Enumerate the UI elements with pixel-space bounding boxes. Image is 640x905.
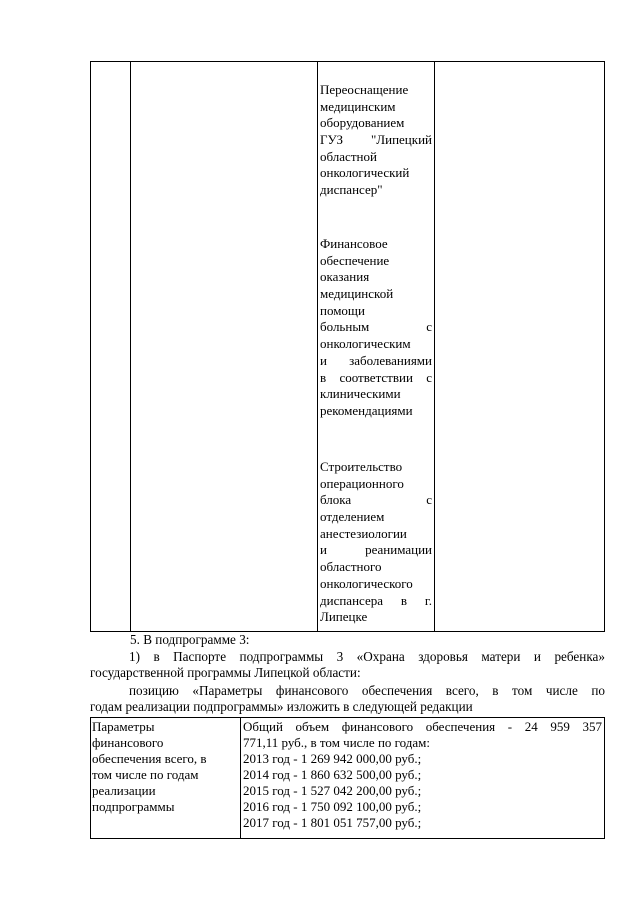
text-line: анестезиологии: [320, 525, 407, 541]
lower-table-top-border: [90, 717, 605, 718]
text-line: 2015 год - 1 527 042 200,00 руб.;: [243, 783, 422, 798]
text-line: 2014 год - 1 860 632 500,00 руб.;: [243, 767, 422, 782]
text-line: Параметры: [92, 719, 155, 734]
lower-table-left-border: [90, 717, 91, 839]
text-line: 771,11 руб., в том числе по годам:: [243, 735, 431, 750]
upper-table-left-border: [90, 61, 91, 632]
text-line: обеспечения всего, в: [92, 751, 207, 766]
paragraph-position: [90, 683, 605, 715]
text-line: отделением: [320, 509, 385, 525]
text-line: реализации: [92, 783, 156, 798]
text-line: 5. В подпрограмме 3:: [130, 632, 250, 647]
upper-cell-block-1: [320, 82, 432, 199]
text-line: помощи: [320, 302, 365, 318]
text-line: 2013 год - 1 269 942 000,00 руб.;: [243, 751, 422, 766]
text-line: клиническими: [320, 386, 401, 402]
text-line: Финансовое: [320, 236, 388, 251]
lower-table-right-border: [604, 717, 605, 839]
text-line: позицию «Параметры финансового обеспечения всего, в том числе по: [129, 683, 605, 698]
text-line: финансового: [92, 735, 164, 750]
text-line: Липецке: [320, 609, 368, 625]
text-line: оказания: [320, 269, 370, 285]
upper-table-col-divider-3: [434, 61, 435, 632]
text-line: блока с: [320, 492, 432, 508]
text-line: Строительство: [320, 459, 403, 474]
text-line: онкологического: [320, 575, 413, 591]
text-line: онкологический: [320, 165, 410, 181]
text-line: 2017 год - 1 801 051 757,00 руб.;: [243, 815, 422, 830]
text-line: ГУЗ "Липецкий: [320, 132, 432, 148]
upper-table-col-divider-1: [130, 61, 131, 632]
text-line: операционного: [320, 475, 404, 491]
text-line: в соответствии с: [320, 369, 432, 385]
text-line: диспансер": [320, 182, 383, 198]
text-line: медицинской: [320, 286, 394, 302]
text-line: Общий объем финансового обеспечения - 24 959 357: [243, 719, 602, 734]
upper-cell-block-2: [320, 236, 432, 420]
text-line: диспансера в г.: [320, 592, 432, 608]
text-line: оборудованием: [320, 115, 405, 131]
text-line: и реанимации: [320, 542, 432, 558]
text-line: том числе по годам: [92, 767, 199, 782]
lower-table-right-cell: [243, 719, 602, 831]
text-line: рекомендациями: [320, 402, 413, 418]
text-line: областной: [320, 148, 377, 164]
text-line: Переоснащение: [320, 82, 409, 97]
upper-table-top-border: [90, 61, 605, 62]
lower-table-bottom-border: [90, 838, 605, 839]
text-line: годам реализации подпрограммы» изложить в следующей редакции: [90, 699, 473, 714]
text-line: областного: [320, 559, 382, 575]
upper-cell-block-3: [320, 459, 432, 626]
text-line: 1) в Паспорте подпрограммы 3 «Охрана здоровья матери и ребенка»: [129, 649, 605, 664]
paragraph-passport: [90, 649, 605, 681]
text-line: государственной программы Липецкой области:: [90, 665, 361, 680]
lower-table-col-divider: [240, 717, 241, 839]
text-line: обеспечение: [320, 252, 390, 268]
text-line: подпрограммы: [92, 799, 175, 814]
text-line: и заболеваниями: [320, 352, 432, 368]
upper-table-col-divider-2: [317, 61, 318, 632]
lower-table-left-cell: [92, 719, 238, 815]
text-line: онкологическим: [320, 336, 411, 352]
text-line: больным с: [320, 319, 432, 335]
text-line: медицинским: [320, 98, 396, 114]
text-line: 2016 год - 1 750 092 100,00 руб.;: [243, 799, 422, 814]
paragraph-subprogram-3: [130, 632, 605, 648]
upper-table-right-border: [604, 61, 605, 632]
